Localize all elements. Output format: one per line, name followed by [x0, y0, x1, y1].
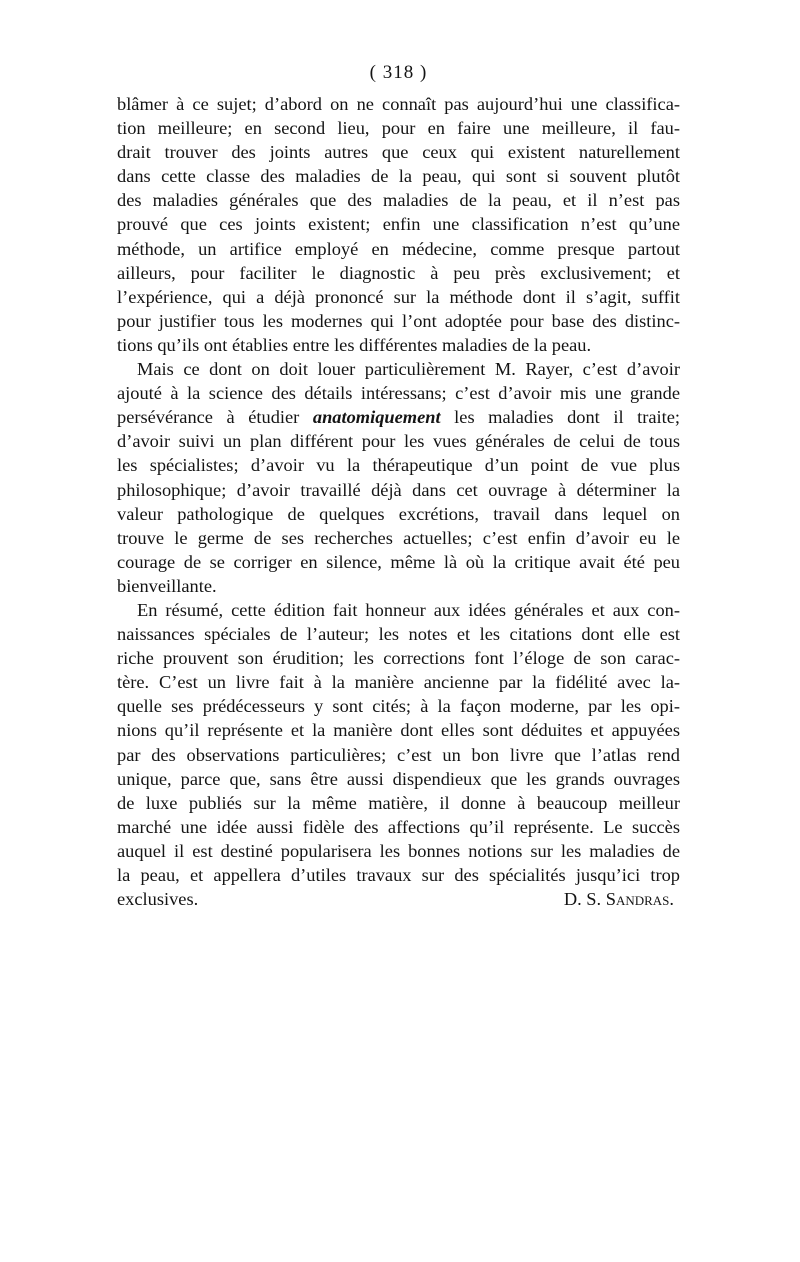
- text-line: blâmer à ce sujet; d’abord on ne connaît pas aujourd’hui une classifica-: [117, 94, 680, 114]
- text-line: ailleurs, pour faciliter le diagnostic à peu près exclusivement; et: [117, 262, 680, 283]
- text-line: prouvé que ces joints existent; enfin une classification n’est qu’une: [117, 214, 680, 235]
- text-line: méthode, un artifice employé en médecine, comme presque partout: [117, 238, 680, 259]
- text-line-with-emphasis: [117, 405, 680, 429]
- text-line: d’avoir suivi un plan différent pour les vues générales de celui de tous: [117, 431, 680, 452]
- text-line: valeur pathologique de quelques excrétions, travail dans lequel on: [117, 503, 680, 524]
- text-line: pour justifier tous les modernes qui l’ont adoptée pour base des distinc-: [117, 310, 680, 331]
- closing-line: [117, 887, 680, 911]
- text-line: naissances spéciales de l’auteur; les notes et les citations dont elle est: [117, 624, 680, 645]
- text-line: auquel il est destiné popularisera les bonnes notions sur les maladies de: [117, 840, 680, 861]
- text-line: unique, parce que, sans être aussi dispendieux que les grands ouvrages: [117, 768, 680, 789]
- closing-text: exclusives.: [117, 889, 199, 910]
- text-line: tions qu’ils ont établies entre les différentes maladies de la peau.: [117, 334, 592, 355]
- text-line: En résumé, cette édition fait honneur aux idées générales et aux con-: [137, 599, 680, 620]
- text-line: des maladies générales que des maladies de la peau, et il n’est pas: [117, 190, 680, 211]
- text-line: bienveillante.: [117, 575, 217, 596]
- text-line: drait trouver des joints autres que ceux qui existent naturellement: [117, 142, 680, 163]
- text-line: courage de se corriger en silence, même là où la critique avait été peu: [117, 551, 680, 572]
- paragraph-1: [117, 92, 680, 357]
- text-line: Mais ce dont on doit louer particulièrement M. Rayer, c’est d’avoir: [137, 359, 680, 380]
- text-line: ajouté à la science des détails intéressans; c’est d’avoir mis une grande: [117, 383, 680, 404]
- text-line: de luxe publiés sur la même matière, il donne à beaucoup meilleur: [117, 792, 680, 813]
- text-line: nions qu’il représente et la manière dont elles sont déduites et appuyées: [117, 720, 680, 741]
- paragraph-3: [117, 598, 680, 911]
- text-line: tère. C’est un livre fait à la manière ancienne par la fidélité avec la-: [117, 672, 680, 693]
- text-line: marché une idée aussi fidèle des affections qu’il représente. Le succès: [117, 816, 680, 837]
- author-signature: D. S. Sandras.: [563, 889, 674, 910]
- text-line: l’expérience, qui a déjà prononcé sur la méthode dont il s’agit, suffit: [117, 286, 680, 307]
- text-line: les spécialistes; d’avoir vu la thérapeutique d’un point de vue plus: [117, 455, 680, 476]
- text-line: philosophique; d’avoir travaillé déjà dans cet ouvrage à déterminer la: [117, 479, 680, 500]
- paragraph-2: [117, 357, 680, 598]
- text-line: trouve le germe de ses recherches actuelles; c’est enfin d’avoir eu le: [117, 527, 680, 548]
- text-line: dans cette classe des maladies de la peau, qui sont si souvent plutôt: [117, 166, 680, 187]
- text-line: tion meilleure; en second lieu, pour en faire une meilleure, il fau-: [117, 118, 680, 139]
- text-segment: persévérance à étudier: [117, 407, 313, 428]
- text-line: la peau, et appellera d’utiles travaux sur des spécialités jusqu’ici trop: [117, 865, 680, 885]
- text-segment: les maladies dont il traite;: [440, 407, 680, 428]
- text-line: riche prouvent son érudition; les corrections font l’éloge de son carac-: [117, 648, 680, 669]
- document-page: [117, 60, 680, 911]
- page-number: ( 318 ): [369, 62, 428, 83]
- text-line: par des observations particulières; c’est un bon livre que l’atlas rend: [117, 744, 680, 765]
- emphasized-word: anatomiquement: [312, 407, 441, 428]
- text-line: quelle ses prédécesseurs y sont cités; à la façon moderne, par les opi-: [117, 696, 680, 717]
